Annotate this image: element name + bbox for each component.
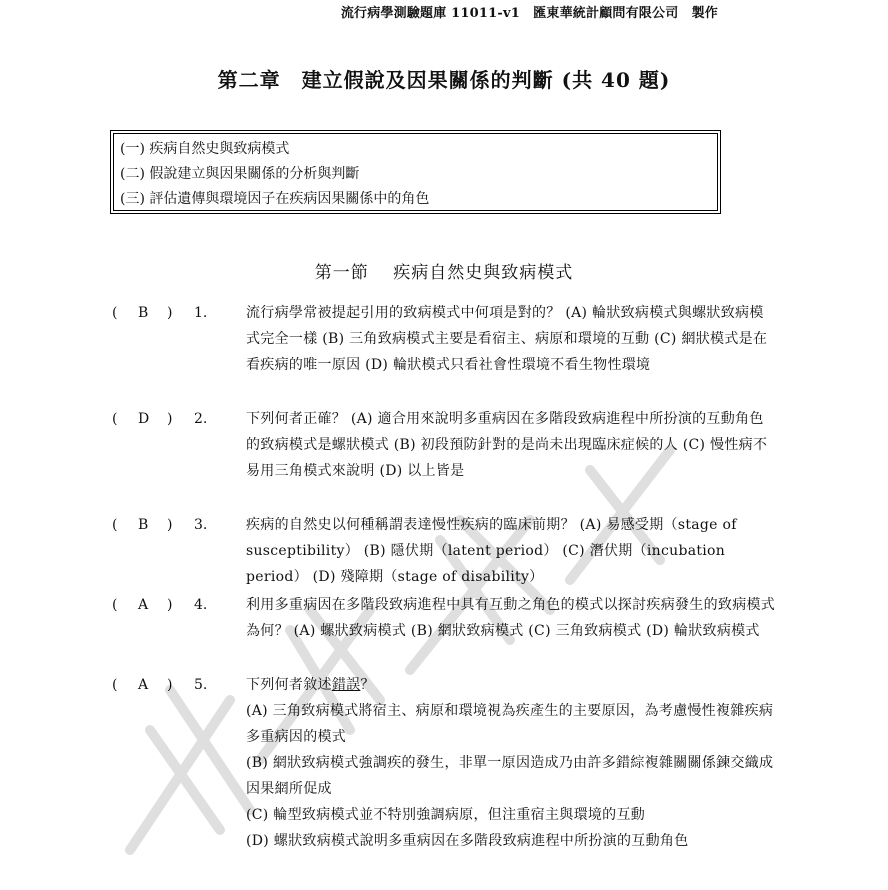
question-text: 利用多重病因在多階段致病進程中具有互動之角色的模式以探討疾病發生的致病模式為何？ (A) 螺狀致病模式 (B) 網狀致病模式 (C) 三角致病模式 (D) 輪狀致病模式 bbox=[246, 597, 776, 639]
option-c: (C) 輪型致病模式並不特別強調病原，但注重宿主與環境的互動 bbox=[246, 807, 646, 823]
question-number: 2. bbox=[194, 411, 208, 427]
question-number: 5. bbox=[194, 677, 208, 693]
answer-letter: B bbox=[138, 517, 149, 533]
page-header: 流行病學測驗題庫 11011-v1 匯東華統計顧問有限公司 製作 bbox=[340, 6, 718, 21]
question-number: 1. bbox=[194, 305, 208, 321]
toc-item: (三) 評估遺傳與環境因子在疾病因果關係中的角色 bbox=[120, 191, 430, 207]
option-b: (B) 網狀致病模式強調疾的發生，非單一原因造成乃由許多錯綜複雜關關係鍊交織成因果網所促成 bbox=[246, 755, 774, 797]
toc-box bbox=[110, 130, 721, 214]
toc-item: (一) 疾病自然史與致病模式 bbox=[120, 141, 290, 157]
answer-letter: B bbox=[138, 305, 149, 321]
answer-letter: D bbox=[138, 411, 150, 427]
question-stem: 下列何者敘述錯誤？ bbox=[246, 677, 375, 693]
option-d: (D) 螺狀致病模式說明多重病因在多階段致病進程中所扮演的互動角色 bbox=[246, 833, 689, 849]
question-number: 3. bbox=[194, 517, 208, 533]
option-a: (A) 三角致病模式將宿主、病原和環境視為疾產生的主要原因，為考慮慢性複雜疾病多重病因的模式 bbox=[246, 703, 774, 745]
toc-item: (二) 假說建立與因果關係的分析與判斷 bbox=[120, 166, 360, 182]
question-text bbox=[246, 672, 776, 854]
answer-letter: A bbox=[138, 677, 149, 693]
chapter-title: 第二章 建立假說及因果關係的判斷 (共 40 題) bbox=[217, 68, 671, 92]
section-title: 第一節 疾病自然史與致病模式 bbox=[314, 263, 574, 283]
question-number: 4. bbox=[194, 597, 208, 613]
question-text: 疾病的自然史以何種稱謂表達慢性疾病的臨床前期？ (A) 易感受期（stage of susceptibility） (B) 隱伏期（latent period） (C) 潛伏期（incubation period） (D) 殘障期（stage of disability） bbox=[246, 517, 737, 585]
answer-letter: A bbox=[138, 597, 149, 613]
question-text: 流行病學常被提起引用的致病模式中何項是對的？ (A) 輪狀致病模式與螺狀致病模式完全一樣 (B) 三角致病模式主要是看宿主、病原和環境的互動 (C) 網狀模式是在看疾病的唯一原因 (D) 輪狀模式只看社會性環境不看生物性環境 bbox=[246, 305, 768, 373]
question-text: 下列何者正確？ (A) 適合用來說明多重病因在多階段致病進程中所扮演的互動角色的致病模式是螺狀模式 (B) 初段預防針對的是尚未出現臨床症候的人 (C) 慢性病不易用三角模式來說明 (D) 以上皆是 bbox=[246, 411, 768, 479]
emphasis-text: 錯誤 bbox=[331, 677, 361, 693]
